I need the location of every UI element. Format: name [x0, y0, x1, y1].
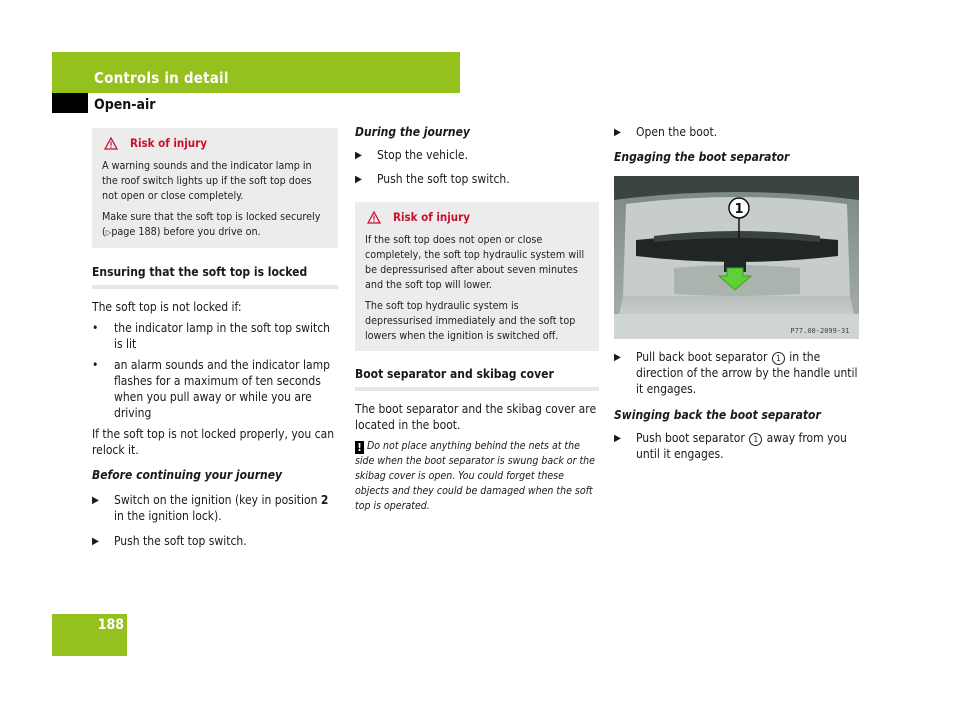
intro-text: The soft top is not locked if: — [92, 300, 242, 314]
warning-text: If the soft top does not open or close completely, the soft top hydraulic system will be depressurised after about seven minutes and the soft top will lower. — [365, 233, 585, 291]
boot-photo — [614, 176, 859, 339]
subsection-marker — [52, 93, 88, 113]
step-item: ▶ Open the boot. — [614, 125, 718, 139]
step-arrow-icon: ▶ — [355, 150, 362, 161]
warning-header — [365, 210, 589, 225]
step-item: ▶ Stop the vehicle. — [355, 148, 469, 162]
page-ref-icon: ▷ — [105, 228, 112, 237]
warning-title: Risk of injury — [393, 210, 471, 224]
relock-text: If the soft top is not locked properly, you can relock it. — [92, 427, 335, 457]
step-item: ▶ Push boot separator 1 away from you until it engages. — [614, 431, 847, 461]
subheading: Before continuing your journey — [92, 468, 283, 482]
list-item: • an alarm sounds and the indicator lamp flashes for a maximum of ten seconds when you pull away or while you are driving — [92, 358, 330, 420]
warning-triangle-icon — [104, 137, 118, 150]
callout-number-icon: 1 — [749, 433, 762, 446]
step-arrow-icon: ▶ — [355, 174, 362, 185]
subheading: During the journey — [355, 125, 470, 139]
page-number: 188 — [97, 617, 124, 633]
column-3 — [614, 124, 859, 462]
step-item: ▶ Push the soft top switch. — [355, 172, 510, 186]
step-item: ▶ Switch on the ignition (key in position 2 in the ignition lock). — [92, 493, 329, 523]
warning-box — [92, 128, 338, 248]
photo-code: P77.00-2099-31 — [790, 327, 850, 335]
note-text: ! Do not place anything behind the nets at the side when the boot separator is swung back or the skibag cover is open. You could forget these objects and they could be damaged when the soft top is operated. — [355, 440, 595, 512]
warning-header — [102, 136, 328, 151]
column-2 — [355, 124, 599, 525]
section-heading: Ensuring that the soft top is locked — [92, 264, 338, 289]
bullet-icon: • — [92, 358, 99, 372]
boot-separator-illustration — [614, 176, 859, 339]
bullet-icon: • — [92, 321, 99, 335]
callout-label: 1 — [734, 202, 744, 217]
subheading: Swinging back the boot separator — [614, 408, 821, 422]
section-title: Controls in detail — [94, 69, 229, 87]
step-item: ▶ Pull back boot separator 1 in the direction of the arrow by the handle until it engages. — [614, 350, 858, 396]
step-arrow-icon: ▶ — [614, 433, 621, 444]
warning-box — [355, 202, 599, 351]
section-heading: Boot separator and skibag cover — [355, 366, 599, 391]
step-item: ▶ Push the soft top switch. — [92, 534, 247, 548]
step-arrow-icon: ▶ — [92, 536, 99, 547]
warning-triangle-icon — [367, 211, 381, 224]
step-arrow-icon: ▶ — [614, 352, 621, 363]
subsection-title: Open-air — [94, 97, 156, 113]
warning-title: Risk of injury — [130, 136, 208, 150]
step-arrow-icon: ▶ — [92, 495, 99, 506]
body-text: The boot separator and the skibag cover are located in the boot. — [355, 402, 597, 432]
step-arrow-icon: ▶ — [614, 127, 621, 138]
warning-text: A warning sounds and the indicator lamp in the roof switch lights up if the soft top does not open or close completely. — [102, 159, 312, 202]
subheading: Engaging the boot separator — [614, 150, 790, 164]
column-1 — [92, 128, 338, 550]
callout-number-icon: 1 — [772, 352, 785, 365]
page-ref-link[interactable]: page 188) before you drive on. — [111, 225, 261, 238]
warning-text-2: The soft top hydraulic system is depressurised immediately and the soft top lowers when the ignition is switched off. — [365, 299, 576, 342]
warning-text-2: Make sure that the soft top is locked securely (▷page 188) before you drive on. — [102, 210, 321, 238]
list-item: • the indicator lamp in the soft top switch is lit — [92, 321, 330, 351]
exclamation-icon: ! — [355, 441, 364, 454]
